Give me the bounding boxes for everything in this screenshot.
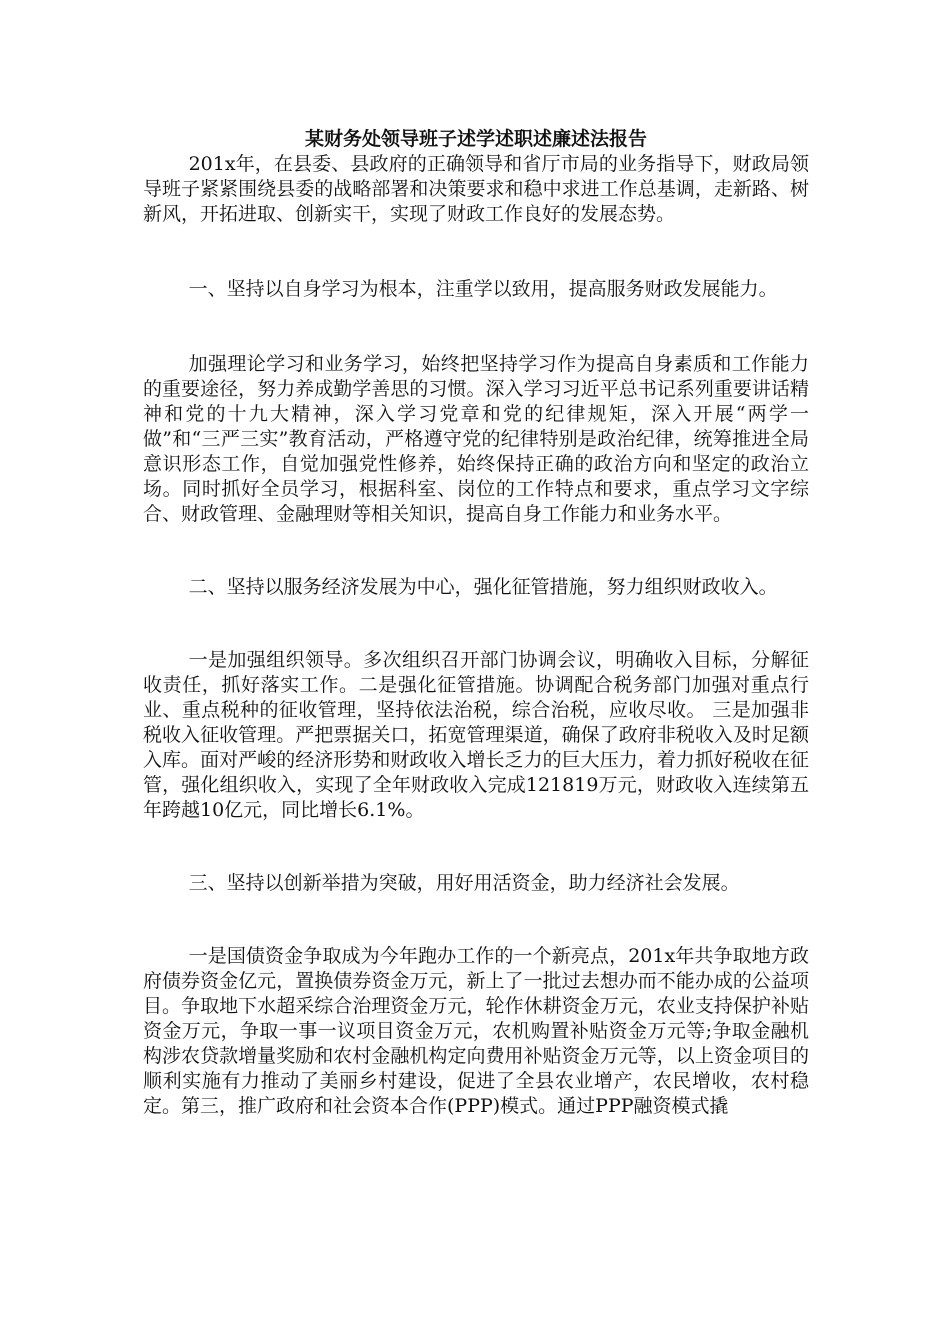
document-page — [143, 118, 809, 1119]
section-3-body: 一是国债资金争取成为今年跑办工作的一个新亮点，201x年共争取地方政府债券资金亿元，置换债券资金万元，新上了一批过去想办而不能办成的公益项目。争取地下水超采综合治理资金万元，轮作休耕资金万元，农业支持保护补贴资金万元，争取一事一议项目资金万元，农机购置补贴资金万元等;争取金融机构涉农贷款增量奖励和农村金融机构定向费用补贴资金万元等，以上资金项目的顺利实施有力推动了美丽乡村建设，促进了全县农业增产，农民增收，农村稳定。第三，推广政府和社会资本合作(PPP)模式。通过PPP融资模式撬 — [143, 945, 809, 1117]
section-heading-2: 二、坚持以服务经济发展为中心，强化征管措施，努力组织财政收入。 — [188, 576, 778, 598]
section-1-body: 加强理论学习和业务学习，始终把坚持学习作为提高自身素质和工作能力的重要途径，努力养成勤学善思的习惯。深入学习习近平总书记系列重要讲话精神和党的十九大精神，深入学习党章和党的纪律规矩，深入开展“两学一做”和“三严三实”教育活动，严格遵守党的纪律特别是政治纪律，统筹推进全局意识形态工作，自觉加强党性修养，始终保持正确的政治方向和坚定的政治立场。同时抓好全员学习，根据科室、岗位的工作特点和要求，重点学习文字综合、财政管理、金融理财等相关知识，提高自身工作能力和业务水平。 — [143, 353, 809, 525]
paragraph-spacer — [143, 823, 809, 871]
paragraph-spacer — [143, 302, 809, 352]
paragraph-spacer — [143, 896, 809, 944]
paragraph-spacer — [143, 600, 809, 648]
paragraph-spacer — [143, 527, 809, 575]
section-heading-1: 一、坚持以自身学习为根本，注重学以致用，提高服务财政发展能力。 — [188, 278, 778, 300]
intro-paragraph: 201x年，在县委、县政府的正确领导和省厅市局的业务指导下，财政局领导班子紧紧围绕县委的战略部署和决策要求和稳中求进工作总基调，走新路、树新风，开拓进取、创新实干，实现了财政工作良好的发展态势。 — [143, 153, 809, 225]
section-2-body: 一是加强组织领导。多次组织召开部门协调会议，明确收入目标，分解征收责任，抓好落实工作。二是强化征管措施。协调配合税务部门加强对重点行业、重点税种的征收管理，坚持依法治税，综合治税，应收尽收。 三是加强非税收入征收管理。严把票据关口，拓宽管理渠道，确保了政府非税收入及时足额入库。面对严峻的经济形势和财政收入增长乏力的巨大压力，着力抓好税收在征管，强化组织收入，实现了全年财政收入完成121819万元，财政收入连续第五年跨越10亿元，同比增长6.1%。 — [143, 649, 809, 821]
section-heading-3: 三、坚持以创新举措为突破，用好用活资金，助力经济社会发展。 — [188, 872, 740, 894]
document-title: 某财务处领导班子述学述职述廉述法报告 — [304, 128, 647, 150]
paragraph-spacer — [143, 227, 809, 277]
